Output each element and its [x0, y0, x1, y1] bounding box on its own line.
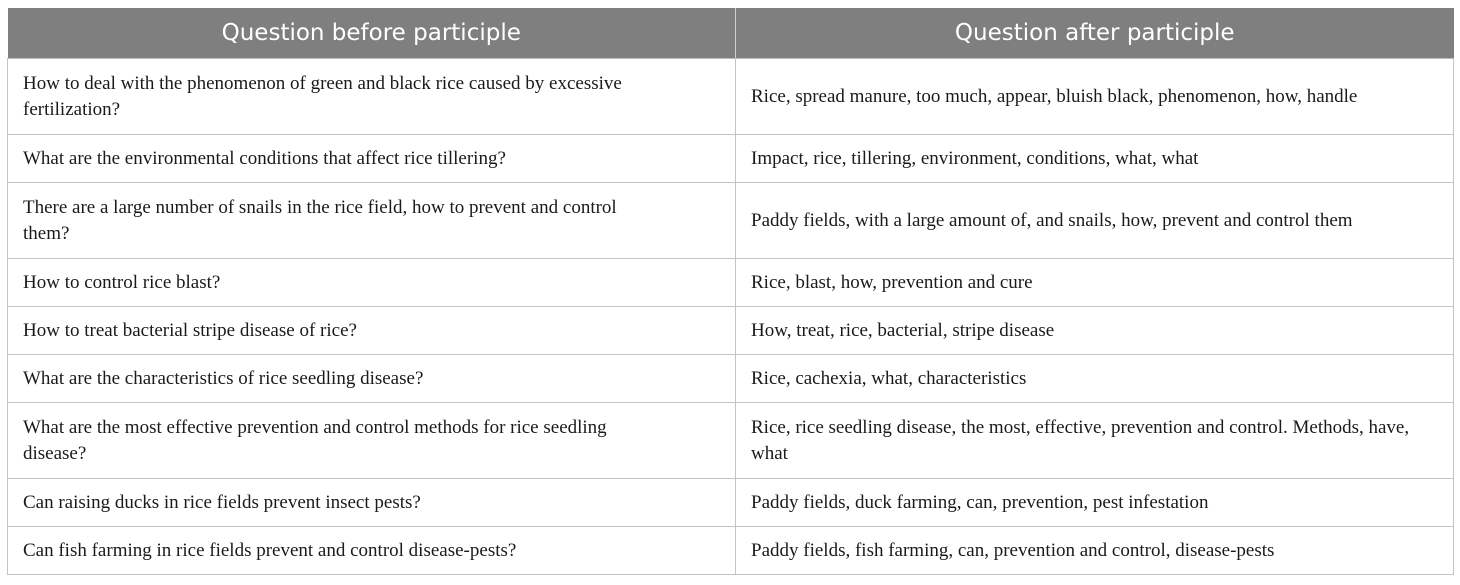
header-question-before: Question before participle: [8, 8, 736, 59]
cell-after: Rice, cachexia, what, characteristics: [736, 355, 1454, 403]
cell-before: What are the characteristics of rice seedling disease?: [8, 355, 736, 403]
cell-after: How, treat, rice, bacterial, stripe disease: [736, 307, 1454, 355]
cell-before: How to treat bacterial stripe disease of rice?: [8, 307, 736, 355]
cell-after: Paddy fields, with a large amount of, and snails, how, prevent and control them: [736, 183, 1454, 259]
table-row: [8, 479, 1454, 527]
cell-before: What are the environmental conditions that affect rice tillering?: [8, 135, 736, 183]
header-question-after: Question after participle: [736, 8, 1454, 59]
table-row: [8, 183, 1454, 259]
cell-after: Paddy fields, fish farming, can, prevention and control, disease-pests: [736, 527, 1454, 575]
table-row: [8, 527, 1454, 575]
cell-before: How to control rice blast?: [8, 259, 736, 307]
table-row: [8, 403, 1454, 479]
table-row: [8, 59, 1454, 135]
participle-table: [7, 8, 1453, 575]
header-row: [8, 8, 1454, 59]
table-body: [8, 59, 1454, 575]
cell-after: Paddy fields, duck farming, can, prevention, pest infestation: [736, 479, 1454, 527]
cell-before: What are the most effective prevention and control methods for rice seedling disease?: [8, 403, 736, 479]
cell-after: Rice, rice seedling disease, the most, effective, prevention and control. Methods, have, what: [736, 403, 1454, 479]
table-row: [8, 355, 1454, 403]
table-header: [8, 8, 1454, 59]
cell-before: How to deal with the phenomenon of green and black rice caused by excessive fertilization?: [8, 59, 736, 135]
cell-after: Impact, rice, tillering, environment, conditions, what, what: [736, 135, 1454, 183]
cell-before: Can raising ducks in rice fields prevent insect pests?: [8, 479, 736, 527]
table-row: [8, 259, 1454, 307]
cell-before: Can fish farming in rice fields prevent and control disease-pests?: [8, 527, 736, 575]
cell-before: There are a large number of snails in the rice field, how to prevent and control them?: [8, 183, 736, 259]
cell-after: Rice, blast, how, prevention and cure: [736, 259, 1454, 307]
cell-after: Rice, spread manure, too much, appear, bluish black, phenomenon, how, handle: [736, 59, 1454, 135]
table-row: [8, 307, 1454, 355]
table: [7, 8, 1454, 575]
table-row: [8, 135, 1454, 183]
